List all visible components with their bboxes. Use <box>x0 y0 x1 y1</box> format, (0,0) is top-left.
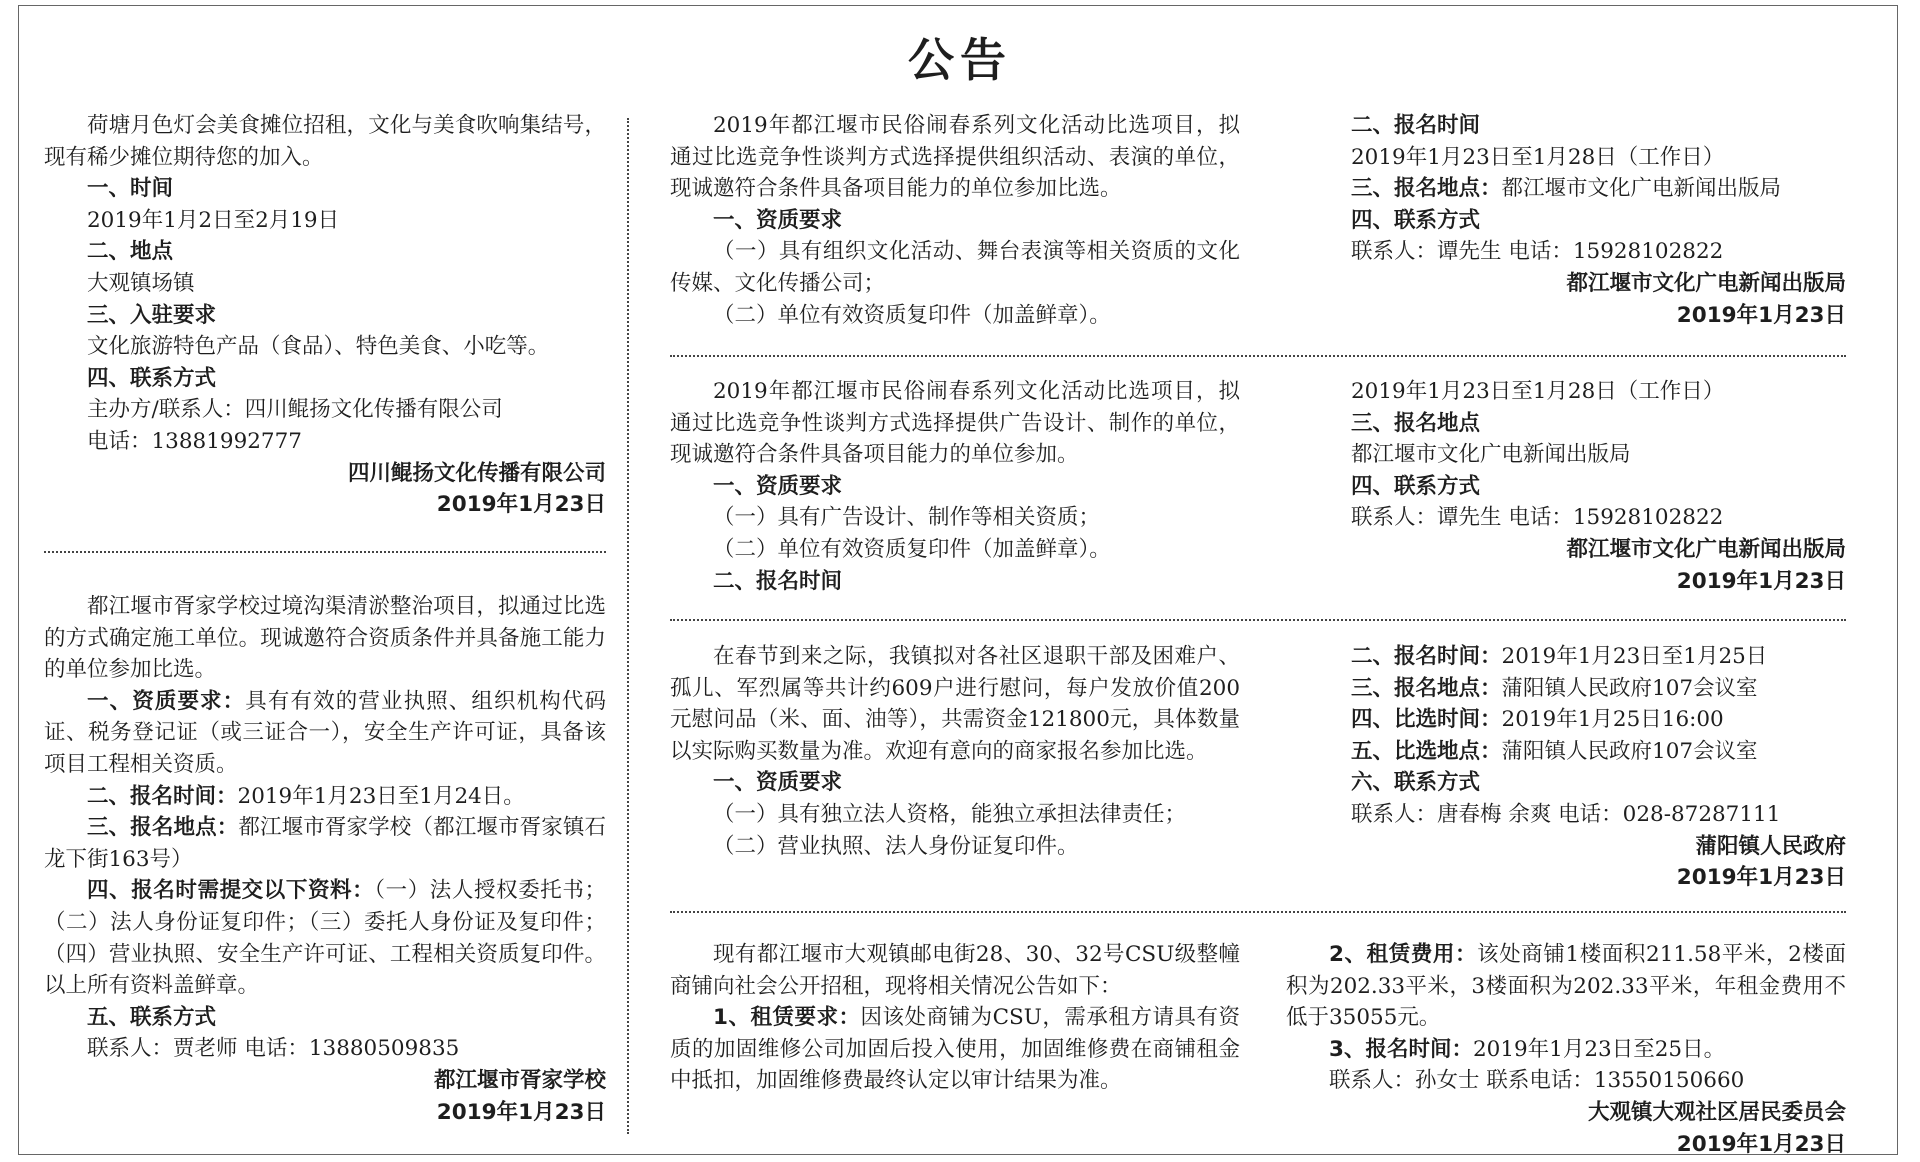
notice-pucheng-procurement-cont <box>1308 641 1846 894</box>
issuer: 蒲阳镇人民政府 <box>1695 833 1846 859</box>
section-text: 大观镇场镇 <box>87 270 195 296</box>
section-heading: 二、报名时间 <box>1351 113 1481 138</box>
section-text: 2019年1月23日至25日。 <box>1472 1036 1726 1062</box>
notice-culture-performance <box>670 110 1240 331</box>
section-heading: 一、时间 <box>87 176 174 202</box>
section-text: （一）具有组织文化活动、舞台表演等相关资质的文化传媒、文化传播公司； <box>670 239 1240 296</box>
section-heading: 二、地点 <box>87 239 174 265</box>
section-heading: 三、报名地点： <box>87 815 239 841</box>
notice-culture-performance-cont <box>1308 110 1846 331</box>
issue-date: 2019年1月23日 <box>436 1099 606 1125</box>
notice-shop-lease-cont <box>1286 939 1846 1160</box>
issuer: 都江堰市胥家学校 <box>433 1067 606 1093</box>
divider-right-1 <box>670 355 1846 357</box>
contact-line: 联系人：孙女士 联系电话：13550150660 <box>1329 1068 1745 1094</box>
section-text: 因该处商铺为CSU，需承租方请具有资质的加固维修公司加固后投入使用，加固维修费在商铺租金中抵扣，加固维修费最终认定以审计结果为准。 <box>670 1005 1240 1094</box>
section-heading: 五、联系方式 <box>87 1004 217 1030</box>
section-text: 2019年1月23日至1月24日。 <box>237 783 525 809</box>
issue-date: 2019年1月23日 <box>1676 568 1846 594</box>
section-heading: 二、报名时间 <box>713 568 843 594</box>
section-text: 2019年1月2日至2月19日 <box>87 207 340 233</box>
section-text: 文化旅游特色产品（食品）、特色美食、小吃等。 <box>87 334 550 360</box>
section-heading: 一、资质要求 <box>713 770 843 796</box>
section-heading: 六、联系方式 <box>1351 770 1481 796</box>
section-heading: 四、报名时需提交以下资料： <box>87 878 375 904</box>
issue-date: 2019年1月23日 <box>1676 1131 1846 1157</box>
notice-intro: 荷塘月色灯会美食摊位招租，文化与美食吹响集结号，现有稀少摊位期待您的加入。 <box>44 113 606 170</box>
section-text: 联系人：谭先生 电话：15928102822 <box>1351 505 1724 531</box>
section-text: 联系人：唐春梅 余爽 电话：028-87287111 <box>1351 801 1781 827</box>
section-heading: 一、资质要求 <box>713 473 843 499</box>
notice-school-canal <box>44 591 606 1128</box>
issue-date: 2019年1月23日 <box>1676 302 1846 328</box>
section-text: （二）单位有效资质复印件（加盖鲜章）。 <box>713 536 1111 562</box>
section-heading: 一、资质要求： <box>87 688 246 714</box>
section-text: 蒲阳镇人民政府107会议室 <box>1501 675 1758 701</box>
section-text: （一）法人授权委托书；（二）法人身份证复印件；（三）委托人身份证及复印件；（四）营业执照、安全生产许可证、工程相关资质复印件。以上所有资料盖鲜章。 <box>44 878 606 999</box>
section-heading: 3、报名时间： <box>1329 1036 1473 1062</box>
notice-pucheng-procurement <box>670 641 1240 862</box>
section-heading: 1、租赁要求： <box>713 1005 861 1031</box>
section-text: 联系人：谭先生 电话：15928102822 <box>1351 239 1724 265</box>
column-divider <box>627 118 629 1134</box>
section-heading: 四、联系方式 <box>87 365 217 391</box>
section-heading: 四、联系方式 <box>1351 473 1481 499</box>
section-heading: 二、报名时间： <box>87 783 238 809</box>
issuer: 四川鲲扬文化传播有限公司 <box>347 460 606 486</box>
notice-intro: 2019年都江堰市民俗闹春系列文化活动比选项目，拟通过比选竞争性谈判方式选择提供广告设计、制作的单位，现诚邀符合条件具备项目能力的单位参加。 <box>670 379 1240 468</box>
notice-ad-design-cont <box>1308 376 1846 597</box>
section-heading: 五、比选地点： <box>1351 738 1502 764</box>
section-text: 都江堰市胥家学校（都江堰市胥家镇石龙下街163号） <box>44 815 606 872</box>
section-text: 都江堰市文化广电新闻出版局 <box>1351 442 1631 468</box>
section-heading: 三、报名地点 <box>1351 410 1481 436</box>
section-text: 蒲阳镇人民政府107会议室 <box>1501 738 1758 764</box>
section-text: （二）单位有效资质复印件（加盖鲜章）。 <box>713 302 1111 328</box>
section-heading: 2、租赁费用： <box>1329 942 1478 967</box>
page-title: 公告 <box>908 33 1012 87</box>
notice-shop-lease <box>670 939 1240 1097</box>
issuer: 都江堰市文化广电新闻出版局 <box>1566 270 1846 296</box>
divider-left <box>44 551 606 553</box>
section-text: 2019年1月23日至1月28日（工作日） <box>1351 379 1725 404</box>
notice-intro: 现有都江堰市大观镇邮电街28、30、32号CSU级整幢商铺向社会公开招租，现将相关情况公告如下： <box>670 942 1240 999</box>
notice-intro: 在春节到来之际，我镇拟对各社区退职干部及困难户、孤儿、军烈属等共计约609户进行慰问，每户发放价值200元慰问品（米、面、油等），共需资金121800元，具体数量以实际购买数量为准。欢迎有意向的商家报名参加比选。 <box>670 644 1240 764</box>
section-text: （二）营业执照、法人身份证复印件。 <box>713 833 1079 859</box>
notice-lantern-stalls <box>44 110 606 521</box>
section-text: 都江堰市文化广电新闻出版局 <box>1501 176 1782 202</box>
section-text: 主办方/联系人：四川鲲扬文化传播有限公司 <box>87 397 503 423</box>
notice-ad-design <box>670 376 1240 597</box>
divider-right-3 <box>670 911 1846 913</box>
issue-date: 2019年1月23日 <box>1676 865 1846 891</box>
issue-date: 2019年1月23日 <box>436 492 606 518</box>
notice-intro: 都江堰市胥家学校过境沟渠清淤整治项目，拟通过比选的方式确定施工单位。现诚邀符合资质条件并具备施工能力的单位参加比选。 <box>44 594 606 683</box>
section-text: 该处商铺1楼面积211.58平米，2楼面积为202.33平米，3楼面积为202.33平米，年租金费用不低于35055元。 <box>1286 942 1846 1031</box>
section-text: （一）具有广告设计、制作等相关资质； <box>713 505 1101 531</box>
section-text: （一）具有独立法人资格，能独立承担法律责任； <box>713 801 1187 827</box>
issuer: 大观镇大观社区居民委员会 <box>1587 1099 1846 1125</box>
issuer: 都江堰市文化广电新闻出版局 <box>1566 536 1846 562</box>
section-heading: 三、入驻要求 <box>87 302 217 328</box>
section-heading: 二、报名时间： <box>1351 644 1502 669</box>
section-heading: 一、资质要求 <box>713 207 843 233</box>
section-text: 2019年1月23日至1月25日 <box>1501 644 1768 669</box>
section-text: 电话：13881992777 <box>87 428 302 454</box>
section-text: 联系人：贾老师 电话：13880509835 <box>87 1036 460 1062</box>
section-text: 2019年1月23日至1月28日（工作日） <box>1351 144 1725 170</box>
section-heading: 三、报名地点： <box>1351 176 1502 202</box>
section-heading: 四、联系方式 <box>1351 207 1481 233</box>
divider-right-2 <box>670 619 1846 621</box>
section-text: 具有有效的营业执照、组织机构代码证、税务登记证（或三证合一），安全生产许可证，具备该项目工程相关资质。 <box>44 688 606 777</box>
section-heading: 三、报名地点： <box>1351 675 1502 701</box>
section-text: 2019年1月25日16:00 <box>1501 707 1724 733</box>
notice-intro: 2019年都江堰市民俗闹春系列文化活动比选项目，拟通过比选竞争性谈判方式选择提供组织活动、表演的单位，现诚邀符合条件具备项目能力的单位参加比选。 <box>670 113 1240 202</box>
section-heading: 四、比选时间： <box>1351 707 1502 733</box>
